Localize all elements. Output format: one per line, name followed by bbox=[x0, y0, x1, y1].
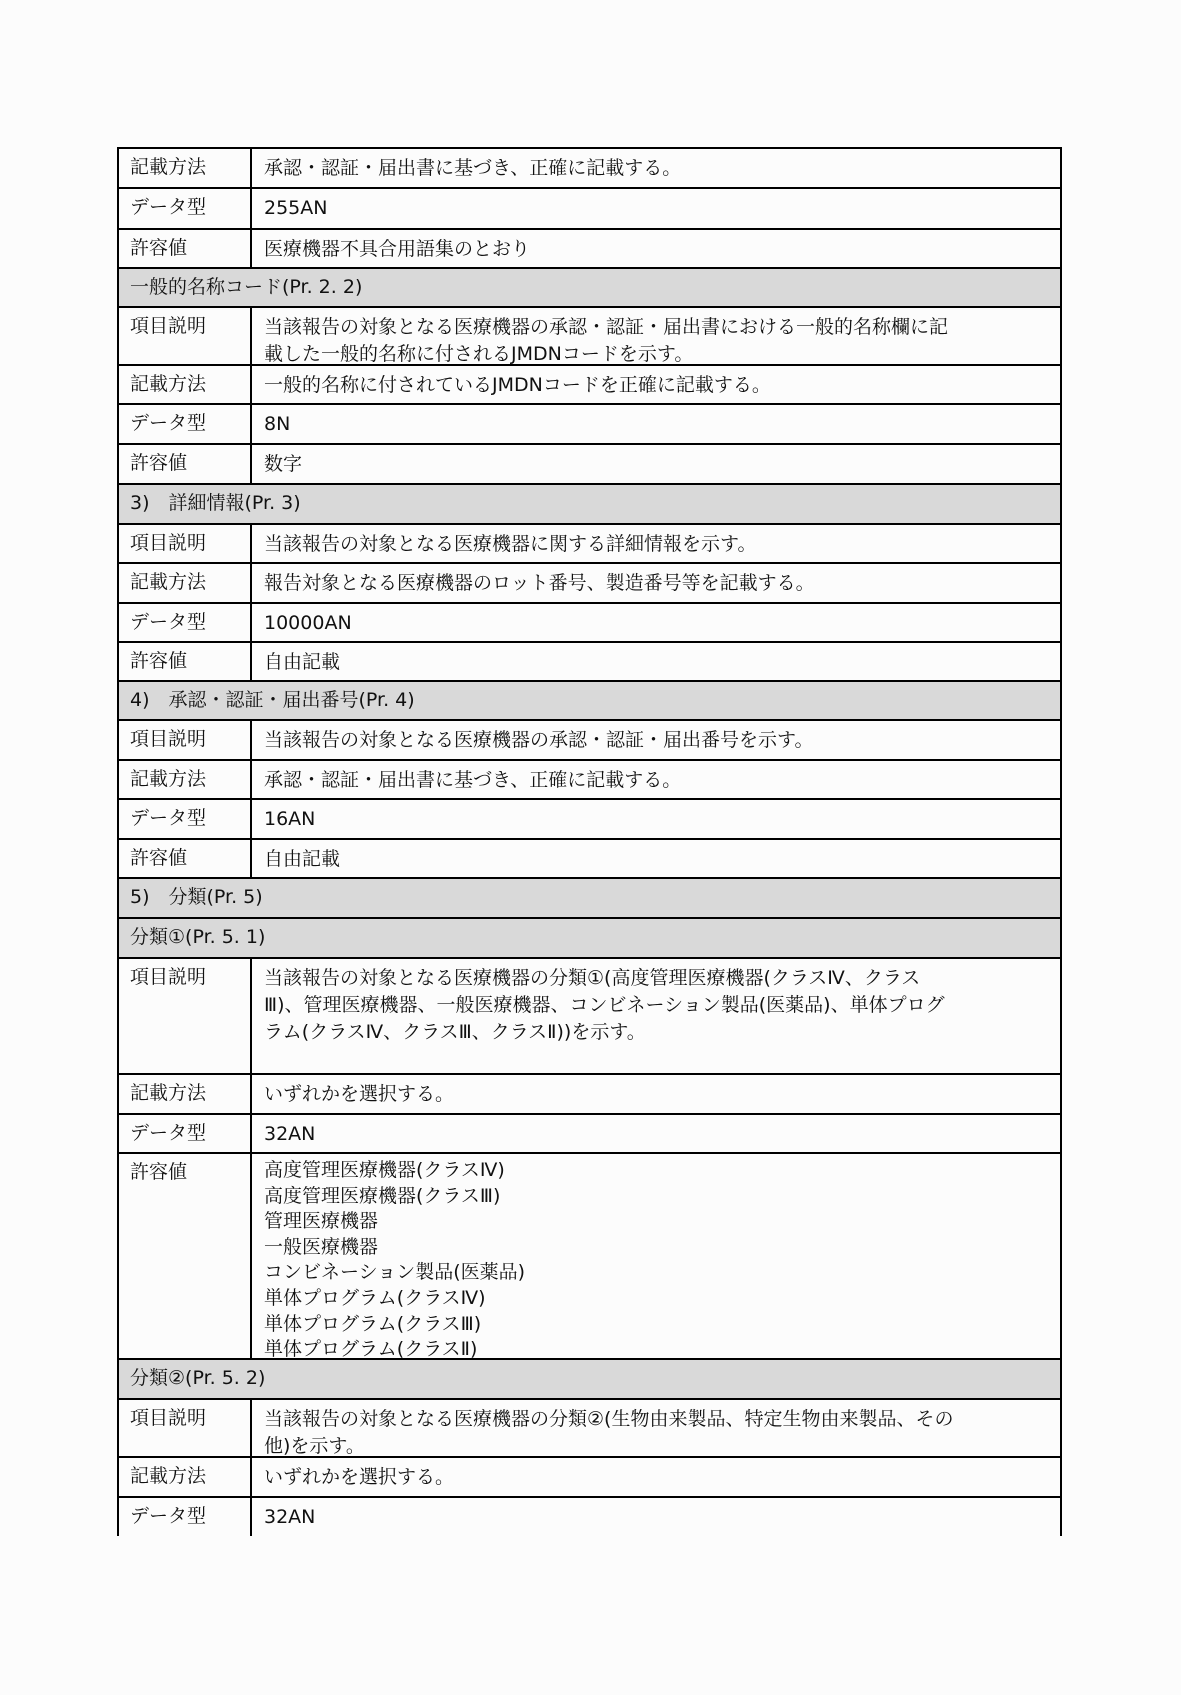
section-title: 3) 詳細情報(Pr. 3) bbox=[130, 492, 301, 514]
table-row-description bbox=[119, 308, 1060, 366]
list-item: 一般医療機器 bbox=[264, 1235, 379, 1258]
table-row-description bbox=[119, 525, 1060, 564]
table-row-description bbox=[119, 1400, 1060, 1458]
row-value: いずれかを選択する。 bbox=[264, 1466, 455, 1488]
text-line: Ⅲ)、管理医療機器、一般医療機器、コンビネーション製品(医薬品)、単体プログ bbox=[264, 994, 945, 1016]
text-line: 当該報告の対象となる医療機器の分類②(生物由来製品、特定生物由来製品、その bbox=[264, 1408, 954, 1430]
row-label: データ型 bbox=[119, 405, 252, 443]
row-label: 記載方法 bbox=[119, 761, 252, 798]
table-row-method bbox=[119, 366, 1060, 405]
text-line: 当該報告の対象となる医療機器の承認・認証・届出書における一般的名称欄に記 bbox=[264, 316, 949, 338]
list-item: コンビネーション製品(医薬品) bbox=[264, 1261, 526, 1284]
row-label: 項目説明 bbox=[119, 959, 252, 1073]
section-title: 分類②(Pr. 5. 2) bbox=[130, 1367, 266, 1389]
row-value: 数字 bbox=[264, 453, 303, 475]
row-label: データ型 bbox=[119, 800, 252, 838]
list-item: 単体プログラム(クラスⅡ) bbox=[264, 1338, 478, 1358]
row-value: 報告対象となる医療機器のロット番号、製造番号等を記載する。 bbox=[264, 572, 815, 594]
table-row-method bbox=[119, 1075, 1060, 1115]
specification-table bbox=[117, 147, 1062, 1536]
table-row-data-type bbox=[119, 405, 1060, 445]
row-label: 許容値 bbox=[119, 840, 252, 877]
row-value: 255AN bbox=[264, 197, 328, 219]
row-label: 項目説明 bbox=[119, 721, 252, 759]
table-row-allowed bbox=[119, 840, 1060, 879]
row-value bbox=[252, 1400, 1060, 1456]
row-label: 項目説明 bbox=[119, 525, 252, 562]
row-value: 16AN bbox=[264, 808, 316, 830]
row-value: 当該報告の対象となる医療機器の承認・認証・届出番号を示す。 bbox=[264, 729, 814, 751]
table-row-description bbox=[119, 959, 1060, 1075]
section-header-classification-1 bbox=[119, 919, 1060, 959]
text-line: 当該報告の対象となる医療機器の分類①(高度管理医療機器(クラスⅣ、クラス bbox=[264, 967, 921, 989]
list-item: 単体プログラム(クラスⅢ) bbox=[264, 1312, 482, 1335]
text-line: ラム(クラスⅣ、クラスⅢ、クラスⅡ))を示す。 bbox=[264, 1021, 646, 1043]
row-label: 許容値 bbox=[119, 1154, 252, 1358]
row-value bbox=[252, 959, 1060, 1073]
list-item: 管理医療機器 bbox=[264, 1210, 379, 1233]
row-value: 承認・認証・届出書に基づき、正確に記載する。 bbox=[264, 157, 682, 179]
table-row-allowed bbox=[119, 1154, 1060, 1360]
text-line: 載した一般的名称に付されるJMDNコードを示す。 bbox=[264, 343, 694, 364]
table-row-method bbox=[119, 1458, 1060, 1498]
row-value: 8N bbox=[264, 413, 291, 435]
row-label: データ型 bbox=[119, 1115, 252, 1152]
row-label: 許容値 bbox=[119, 230, 252, 267]
list-item: 高度管理医療機器(クラスⅣ) bbox=[264, 1159, 505, 1181]
section-header-approval-number bbox=[119, 682, 1060, 721]
table-row-description bbox=[119, 721, 1060, 761]
row-value: 32AN bbox=[264, 1123, 316, 1145]
row-label: 項目説明 bbox=[119, 308, 252, 364]
row-label: 許容値 bbox=[119, 643, 252, 680]
section-title: 4) 承認・認証・届出番号(Pr. 4) bbox=[130, 689, 415, 711]
list-item: 単体プログラム(クラスⅣ) bbox=[264, 1286, 486, 1309]
row-value: 10000AN bbox=[264, 612, 352, 634]
table-row-data-type bbox=[119, 1498, 1060, 1536]
table-row-data-type bbox=[119, 604, 1060, 643]
row-label: 記載方法 bbox=[119, 149, 252, 187]
row-value bbox=[252, 308, 1060, 364]
row-label: 項目説明 bbox=[119, 1400, 252, 1456]
table-row-allowed bbox=[119, 230, 1060, 269]
section-title: 分類①(Pr. 5. 1) bbox=[130, 926, 266, 948]
section-header-generic-name-code bbox=[119, 269, 1060, 308]
row-label: データ型 bbox=[119, 189, 252, 228]
row-label: 記載方法 bbox=[119, 564, 252, 602]
row-value: 医療機器不具合用語集のとおり bbox=[264, 238, 531, 260]
table-row-allowed bbox=[119, 643, 1060, 682]
row-value: 32AN bbox=[264, 1506, 316, 1528]
section-header-details bbox=[119, 485, 1060, 525]
table-row-method bbox=[119, 564, 1060, 604]
table-row-data-type bbox=[119, 1115, 1060, 1154]
section-header-classification bbox=[119, 879, 1060, 919]
row-label: 記載方法 bbox=[119, 1458, 252, 1496]
row-value: 当該報告の対象となる医療機器に関する詳細情報を示す。 bbox=[264, 533, 757, 555]
allowed-values-list bbox=[252, 1154, 1060, 1358]
row-label: 許容値 bbox=[119, 445, 252, 483]
table-row-data-type bbox=[119, 189, 1060, 230]
row-value: いずれかを選択する。 bbox=[264, 1083, 455, 1105]
table-row-method bbox=[119, 149, 1060, 189]
row-value: 自由記載 bbox=[264, 848, 341, 870]
list-item: 高度管理医療機器(クラスⅢ) bbox=[264, 1184, 501, 1207]
table-row-allowed bbox=[119, 445, 1060, 485]
section-title: 5) 分類(Pr. 5) bbox=[130, 886, 263, 908]
row-label: データ型 bbox=[119, 1498, 252, 1536]
text-line: 他)を示す。 bbox=[264, 1435, 365, 1456]
row-label: 記載方法 bbox=[119, 366, 252, 403]
row-value: 自由記載 bbox=[264, 651, 341, 673]
section-title: 一般的名称コード(Pr. 2. 2) bbox=[130, 276, 363, 298]
row-label: データ型 bbox=[119, 604, 252, 641]
row-value: 承認・認証・届出書に基づき、正確に記載する。 bbox=[264, 769, 682, 791]
row-value: 一般的名称に付されているJMDNコードを正確に記載する。 bbox=[264, 374, 771, 396]
row-label: 記載方法 bbox=[119, 1075, 252, 1113]
section-header-classification-2 bbox=[119, 1360, 1060, 1400]
table-row-data-type bbox=[119, 800, 1060, 840]
table-row-method bbox=[119, 761, 1060, 800]
